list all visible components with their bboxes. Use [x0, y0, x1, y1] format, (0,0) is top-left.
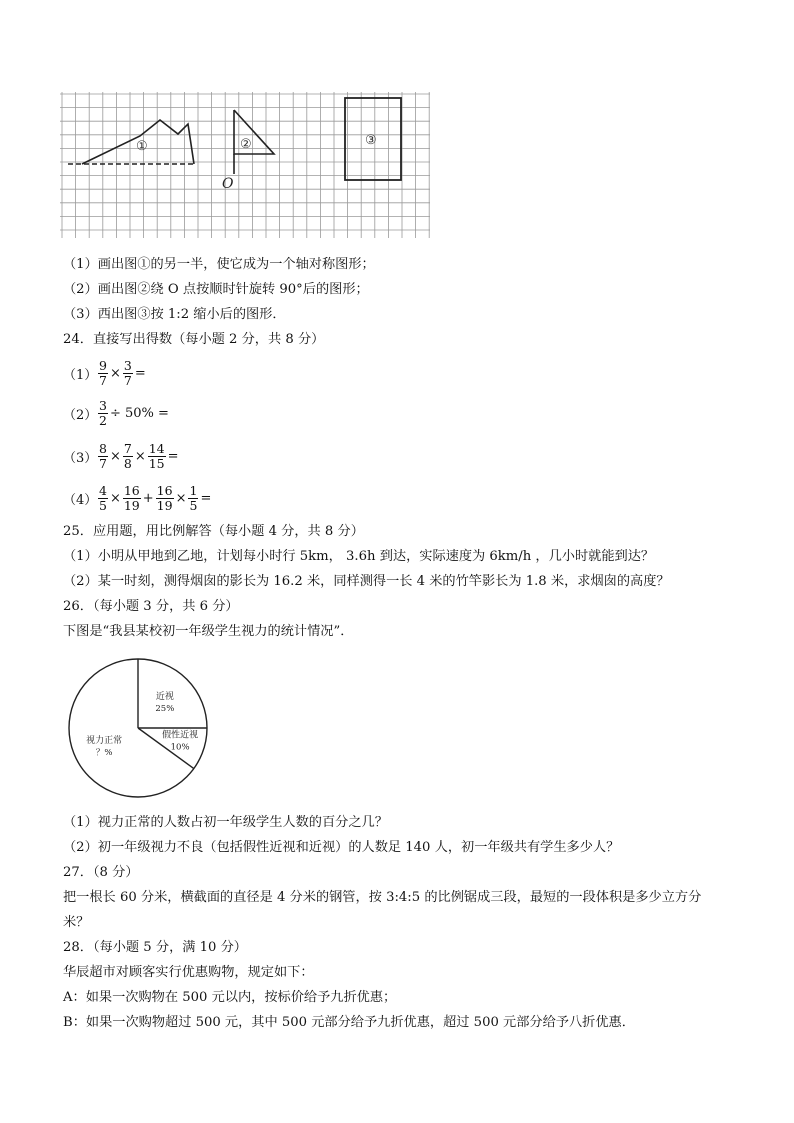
q23-part3: （3）西出图③按 1:2 缩小后的图形．	[63, 307, 286, 322]
fraction: $\frac{8}{7}$	[99, 440, 107, 471]
q28-rule-a: A：如果一次购物在 500 元以内，按标价给予九折优惠；	[63, 990, 397, 1005]
fraction: $\frac{3}{2}$	[99, 397, 107, 428]
fraction: $\frac{16}{19}$	[123, 482, 140, 513]
q23-part2: （2）画出图②绕 O 点按顺时针旋转 90°后的图形；	[63, 282, 369, 297]
pie-slice-label: 近视	[155, 692, 174, 703]
equals: =	[167, 448, 179, 464]
q24-item-label: （4）	[63, 492, 98, 508]
pie-chart	[62, 656, 222, 806]
point-o-label: O	[222, 176, 234, 192]
q28-intro: 华辰超市对顾客实行优惠购物，规定如下：	[63, 965, 314, 980]
operator: ×	[175, 490, 187, 506]
fraction: $\frac{7}{8}$	[123, 440, 132, 471]
q24-item-label: （3）	[63, 450, 98, 466]
fraction: $\frac{3}{7}$	[123, 357, 132, 388]
pie-slice-value: ？%	[95, 748, 113, 759]
operator: ×	[109, 448, 121, 464]
q23-part1: （1）画出图①的另一半，使它成为一个轴对称图形；	[63, 257, 375, 272]
pie-slice-value: 10%	[170, 742, 190, 753]
figure-2-label: ②	[240, 137, 252, 152]
fraction: $\frac{1}{5}$	[189, 482, 198, 513]
q24-item-label: （2）	[63, 407, 98, 423]
operator: ×	[109, 490, 121, 506]
operator-tail: ÷ 50% =	[109, 405, 169, 421]
q24-item-4	[63, 480, 212, 516]
grid-figure	[60, 92, 435, 242]
equals: =	[134, 365, 146, 381]
q24-item-1	[63, 355, 147, 391]
figure-1-label: ①	[136, 139, 148, 154]
q24-item-label: （1）	[63, 367, 98, 383]
q28-rule-b: B：如果一次购物超过 500 元，其中 500 元部分给予九折优惠，超过 500 元部分给予八折优惠．	[63, 1015, 635, 1030]
q28-title: 28．（每小题 5 分，满 10 分）	[63, 940, 247, 955]
operator: ×	[109, 365, 121, 381]
fraction: $\frac{16}{19}$	[156, 482, 173, 513]
q26-part1: （1）视力正常的人数占初一年级学生人数的百分之几？	[63, 815, 388, 830]
q26-intro: 下图是“我县某校初一年级学生视力的统计情况”．	[63, 624, 354, 639]
q27-body-line2: 米？	[63, 915, 90, 930]
q24-item-3	[63, 438, 180, 474]
q24-title: 24．直接写出得数（每小题 2 分，共 8 分）	[63, 332, 325, 347]
fraction: $\frac{9}{7}$	[99, 357, 107, 388]
pie-slice-value: 25%	[155, 704, 175, 715]
fraction: $\frac{4}{5}$	[99, 482, 107, 513]
q25-title: 25．应用题，用比例解答（每小题 4 分，共 8 分）	[63, 524, 364, 539]
equals: =	[200, 490, 212, 506]
pie-slice-label: 视力正常	[86, 736, 123, 747]
q26-part2: （2）初一年级视力不良（包括假性近视和近视）的人数足 140 人，初一年级共有学生多少人？	[63, 840, 620, 855]
q25-part2: （2）某一时刻，测得烟囱的影长为 16.2 米，同样测得一长 4 米的竹竿影长为 1.8 米，求烟囱的高度？	[63, 574, 670, 589]
pie-slice-label: 假性近视	[162, 730, 199, 741]
q26-title: 26．（每小题 3 分，共 6 分）	[63, 599, 239, 614]
fraction: $\frac{14}{15}$	[148, 440, 165, 471]
operator: ×	[134, 448, 146, 464]
q24-item-2	[63, 395, 170, 431]
q25-part1: （1）小明从甲地到乙地，计划每小时行 5km， 3.6h 到达，实际速度为 6km/h ，几小时就能到达？	[63, 549, 655, 564]
operator: +	[142, 490, 154, 506]
q27-title: 27．（8 分）	[63, 865, 139, 880]
figure-3-label: ③	[365, 133, 377, 148]
q27-body-line1: 把一根长 60 分米，横截面的直径是 4 分米的钢管，按 3:4:5 的比例锯成三段，最短的一段体积是多少立方分	[63, 890, 702, 905]
grid-lines	[60, 92, 430, 238]
